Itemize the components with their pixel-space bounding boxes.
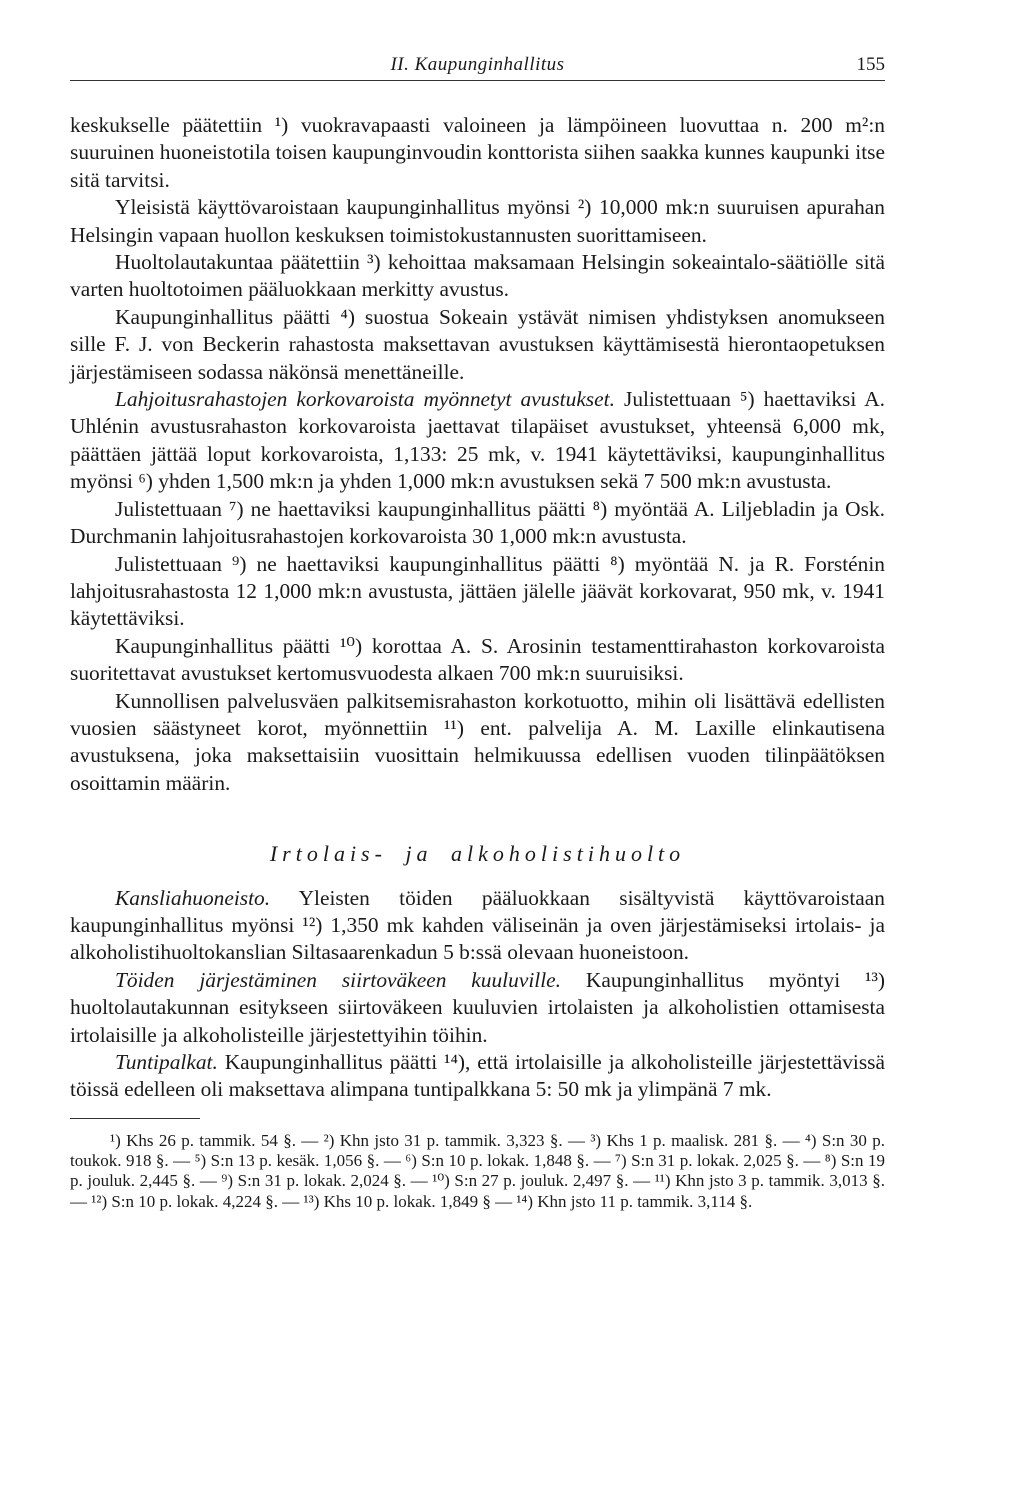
paragraph-text: Julistettuaan ⁹) ne haettaviksi kaupunginhallitus päätti ⁸) myöntää N. ja R. Forsténin lahjoitusrahastosta 12 1,000 mk:n avustusta, jättäen jälelle jäävät korkovarat, 950 mk, v. 1941 käytettäviksi. — [70, 551, 885, 631]
paragraph-text: Yleisistä käyttövaroistaan kaupunginhallitus myönsi ²) 10,000 mk:n suuruisen apurahan Helsingin vapaan huollon keskuksen toimistokustannusten suorittamiseen. — [70, 195, 885, 247]
paragraph-lead: Lahjoitusrahastojen korkovaroista myönnetyt avustukset. — [115, 387, 615, 412]
paragraph-lead: Töiden järjestäminen siirtoväkeen kuuluville. — [115, 967, 561, 992]
paragraph — [70, 249, 885, 304]
paragraph — [70, 496, 885, 551]
paragraph-text: Yleisten töiden pääluokkaan sisältyvistä käyttövaroistaan kaupunginhallitus myönsi ¹²) 1,350 mk kahden väliseinän ja oven järjestämiseksi irtolais- ja alkoholistihuoltokanslian Siltasaarenkadun 5 b:ssä olevaan huoneistoon. — [70, 885, 885, 965]
paragraph-lead: Kansliahuoneisto. — [115, 885, 271, 910]
paragraph-text: keskukselle päätettiin ¹) vuokravapaasti valoineen ja lämpöineen luovuttaa n. 200 m²:n suuruinen huoneistotila toisen kaupunginvoudin konttorista siihen saakka kunnes kaupunki itse sitä tarvitsi. — [70, 113, 885, 192]
paragraph-text: Kaupunginhallitus myöntyi ¹³) huoltolautakunnan esitykseen siirtoväkeen kuuluvien irtolaisten ja alkoholistien ottamisesta irtolaisille ja alkoholisteille järjestettyihin töihin. — [70, 967, 885, 1047]
paragraph — [70, 967, 885, 1049]
paragraph — [70, 194, 885, 249]
paragraph-text: Kaupunginhallitus päätti ⁴) suostua Sokeain ystävät nimisen yhdistyksen anomukseen sille F. J. von Beckerin rahastosta maksettavan avustuksen käyttämisestä hierontaopetuksen järjestämiseen sodassa näkönsä menettäneille. — [70, 304, 885, 384]
paragraph — [70, 112, 885, 194]
body-text — [70, 112, 885, 1212]
paragraph — [70, 304, 885, 386]
paragraph — [70, 885, 885, 967]
running-title: II. Kaupunginhallitus — [390, 54, 565, 75]
footnote-text: ¹) Khs 26 p. tammik. 54 §. — ²) Khn jsto 31 p. tammik. 3,323 §. — ³) Khs 1 p. maalisk. 281 §. — ⁴) S:n 30 p. toukok. 918 §. — ⁵) S:n 13 p. kesäk. 1,056 §. — ⁶) S:n 10 p. lokak. 1,848 §. — ⁷) S:n 31 p. lokak. 2,025 §. — ⁸) S:n 19 p. jouluk. 2,445 §. — ⁹) S:n 31 p. lokak. 2,024 §. — ¹⁰) S:n 27 p. jouluk. 2,497 §. — ¹¹) Khn jsto 3 p. tammik. 3,013 §. — ¹²) S:n 10 p. lokak. 4,224 §. — ¹³) Khs 10 p. lokak. 1,849 § — ¹⁴) Khn jsto 11 p. tammik. 3,114 §. — [70, 1130, 885, 1211]
page-header — [70, 52, 885, 81]
paragraph-text: Julistettuaan ⁵) haettaviksi A. Uhlénin avustusrahaston korkovaroista jaettavat tilapäiset avustukset, yhteensä 6,000 mk, päättäen jättää loput korkovaroista, 1,133: 25 mk, v. 1941 käytettäviksi, kaupunginhallitus myönsi ⁶) yhden 1,500 mk:n ja yhden 1,000 mk:n avustuksen sekä 7 500 mk:n avustusta. — [70, 387, 885, 494]
paragraph — [70, 386, 885, 496]
footnotes — [70, 1131, 885, 1212]
paragraph-text: Kaupunginhallitus päätti ¹⁰) korottaa A. S. Arosinin testamenttirahaston korkovaroista suoritettavat avustukset kertomusvuodesta alkaen 700 mk:n suuruisiksi. — [70, 633, 885, 686]
paragraph — [70, 551, 885, 633]
footnote-divider — [70, 1118, 200, 1119]
paragraph — [70, 688, 885, 798]
section-heading: Irtolais- ja alkoholistihuolto — [269, 841, 686, 867]
paragraph — [70, 633, 885, 688]
paragraph-text: Kunnollisen palvelusväen palkitsemisrahaston korkotuotto, mihin oli lisättävä edellisten vuosien säästyneet korot, myönnettiin ¹¹) ent. palvelija A. M. Laxille elinkautisena avustuksena, joka maksettaisiin vuosittain helmikuussa edellisen vuoden tilinpäätöksen osoittamin määrin. — [70, 688, 885, 795]
paragraph-text: Huoltolautakuntaa päätettiin ³) kehoittaa maksamaan Helsingin sokeaintalo-säätiölle sitä varten huoltotoimen pääluokkaan merkitty avustus. — [70, 250, 885, 302]
page-number: 155 — [856, 54, 885, 75]
paragraph-lead: Tuntipalkat. — [115, 1050, 218, 1074]
paragraph-text: Julistettuaan ⁷) ne haettaviksi kaupunginhallitus päätti ⁸) myöntää A. Liljebladin ja Osk. Durchmanin lahjoitusrahastojen korkovaroista 30 1,000 mk:n avustusta. — [70, 496, 885, 549]
paragraph-text: Kaupunginhallitus päätti ¹⁴), että irtolaisille ja alkoholisteille järjestettävissä töissä edelleen oli maksettava alimpana tuntipalkkana 5: 50 mk ja ylimpänä 7 mk. — [70, 1050, 885, 1102]
paragraph — [70, 1049, 885, 1104]
